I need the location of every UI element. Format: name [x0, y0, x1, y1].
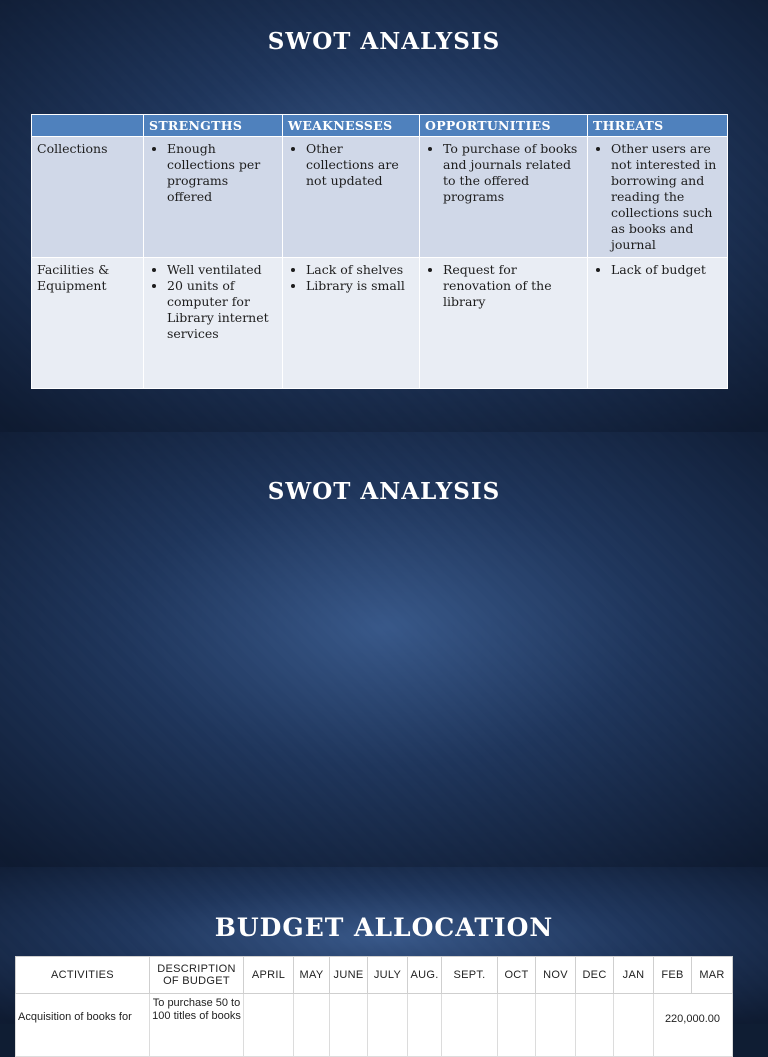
table-row-facilities [32, 258, 728, 389]
budget-row [16, 994, 733, 1057]
month-cell [368, 994, 408, 1057]
month-cell [442, 994, 498, 1057]
strengths-cell [144, 137, 283, 258]
header-month: JULY [368, 957, 408, 994]
weaknesses-cell [283, 137, 420, 258]
header-month: SEPT. [442, 957, 498, 994]
slide-title: SWOT ANALYSIS [267, 478, 501, 505]
header-opportunities: OPPORTUNITIES [420, 115, 588, 137]
list-item: • Other users are not interested in borrowing and reading the collections such as books and journal [611, 141, 722, 253]
header-month: OCT [498, 957, 536, 994]
opportunities-cell [420, 137, 588, 258]
header-month: FEB [654, 957, 692, 994]
list-item: • Lack of shelves [306, 262, 414, 278]
month-cell [330, 994, 368, 1057]
swot-table [31, 114, 728, 389]
list-item: • Enough collections per programs offered [167, 141, 277, 205]
month-cell [294, 994, 330, 1057]
list-item: • Lack of budget [611, 262, 722, 278]
slide-title: SWOT ANALYSIS [267, 28, 501, 55]
header-weaknesses: WEAKNESSES [283, 115, 420, 137]
header-activities: ACTIVITIES [16, 957, 150, 994]
month-cell [498, 994, 536, 1057]
row-label: Facilities & Equipment [32, 258, 144, 389]
budget-header-row [16, 957, 733, 994]
amount-cell: 220,000.00 [654, 994, 733, 1057]
budget-table [15, 956, 733, 1057]
slide-swot-2 [0, 432, 768, 867]
slide-title: BUDGET ALLOCATION [214, 913, 554, 942]
month-cell [576, 994, 614, 1057]
header-description: DESCRIPTION OF BUDGET [150, 957, 244, 994]
list-item: • To purchase of books and journals related to the offered programs [443, 141, 582, 205]
list-item: • Library is small [306, 278, 414, 294]
header-month: APRIL [244, 957, 294, 994]
threats-cell [588, 137, 728, 258]
weaknesses-cell [283, 258, 420, 389]
header-strengths: STRENGTHS [144, 115, 283, 137]
opportunities-cell [420, 258, 588, 389]
table-header-row [32, 115, 728, 137]
list-item: • Well ventilated [167, 262, 277, 278]
header-month: AUG. [408, 957, 442, 994]
header-month: MAR [692, 957, 733, 994]
row-label: Collections [32, 137, 144, 258]
slide-swot-1 [0, 0, 768, 432]
month-cell [536, 994, 576, 1057]
strengths-cell [144, 258, 283, 389]
header-month: MAY [294, 957, 330, 994]
list-item: • 20 units of computer for Library internet services [167, 278, 277, 342]
header-month: NOV [536, 957, 576, 994]
header-month: JAN [614, 957, 654, 994]
header-threats: THREATS [588, 115, 728, 137]
header-month: DEC [576, 957, 614, 994]
threats-cell [588, 258, 728, 389]
header-empty [32, 115, 144, 137]
table-row-collections [32, 137, 728, 258]
activity-cell: Acquisition of books for [16, 994, 150, 1057]
month-cell [408, 994, 442, 1057]
month-cell [244, 994, 294, 1057]
header-month: JUNE [330, 957, 368, 994]
list-item: • Other collections are not updated [306, 141, 414, 189]
list-item: • Request for renovation of the library [443, 262, 582, 310]
description-cell: To purchase 50 to 100 titles of books [150, 994, 244, 1057]
month-cell [614, 994, 654, 1057]
